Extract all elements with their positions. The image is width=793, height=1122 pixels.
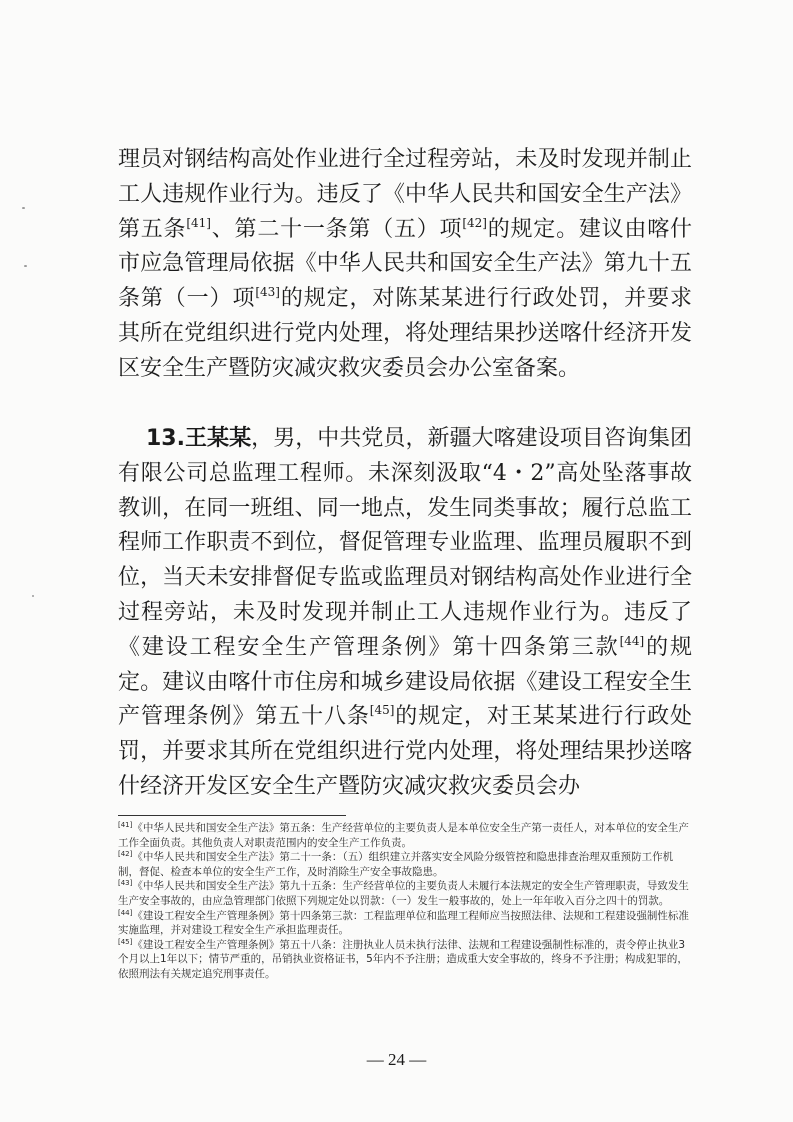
page-number: — 24 — [366,1050,427,1069]
footnotes-section [118,821,692,982]
scan-speck [32,595,34,597]
footnote-44 [118,909,692,938]
footnote-separator [118,815,346,816]
body-paragraph-1 [118,143,692,387]
paragraph-text: 、第二十一条第（五）项 [210,216,463,242]
paragraph-text: ，男，中共党员，新疆大喀建设项目咨询集团有限公司总监理工程师。未深刻汲取“4・2”高处坠落事故教训，在同一班组、同一地点，发生同类事故；履行总监工程师工作职责不到位，督促管理专业监理、监理员履职不到位，当天未安排督促专监或监理员对钢结构高处作业进行全过程旁站，未及时发现并制止工人违规作业行为。违反了《建设工程安全生产管理条例》第十四条第三款 [118,426,692,660]
footnote-ref-45[interactable]: [45] [369,703,395,718]
scan-speck [24,265,27,267]
footnote-text: 《中华人民共和国安全生产法》第五条：生产经营单位的主要负责人是本单位安全生产第一责任人，对本单位的安全生产工作全面负责。其他负责人对职责范围内的安全生产工作负责。 [118,822,689,849]
footnote-ref-41[interactable]: [41] [186,215,211,230]
footnote-ref-43[interactable]: [43] [255,285,280,300]
footnote-41 [118,821,692,850]
scan-speck [22,207,25,209]
person-name: 13.王某某 [146,426,252,451]
footnote-text: 《中华人民共和国安全生产法》第二十一条：（五）组织建立并落实安全风险分级管控和隐患排查治理双重预防工作机制，督促、检查本单位的安全生产工作，及时消除生产安全事故隐患。 [118,851,674,878]
footnote-number: [41] [118,821,133,829]
body-paragraph-2 [118,422,692,805]
paragraph-text: 的规定。建议由喀什市住房和城乡建设局依据《建设工程安全生产管理条例》第五十八条 [118,634,692,730]
footnote-43 [118,879,692,908]
footnote-number: [45] [118,937,133,946]
paragraph-text: 的规定，对王某某进行行政处罚，并要求其所在党组织进行党内处理，将处理结果抄送喀什经济开发区安全生产暨防灾减灾救灾委员会办 [118,704,692,799]
footnote-text: 《建设工程安全生产管理条例》第五十八条：注册执业人员未执行法律、法规和工程建设强制性标准的，责令停止执业3个月以上1年以下；情节严重的，吊销执业资格证书，5年内不予注册；造成重大安全事故的，终身不予注册；构成犯罪的，依照刑法有关规定追究刑事责任。 [118,938,688,980]
footnote-number: [42] [118,850,133,859]
paragraph-text: 的规定。建议由喀什市应急管理局依据《中华人民共和国安全生产法》第九十五条第（一）项 [118,216,692,312]
paragraph-text: 理员对钢结构高处作业进行全过程旁站，未及时发现并制止工人违规作业行为。违反了《中华人民共和国安全生产法》第五条 [118,147,692,242]
footnote-ref-44[interactable]: [44] [619,633,645,648]
footnote-45 [118,938,692,982]
footnote-42 [118,850,692,879]
footnote-text: 《建设工程安全生产管理条例》第十四条第三款：工程监理单位和监理工程师应当按照法律、法规和工程建设强制性标准实施监理，并对建设工程安全生产承担监理责任。 [118,909,689,937]
footnote-number: [43] [118,879,133,888]
footnote-text: 《中华人民共和国安全生产法》第九十五条：生产经营单位的主要负责人未履行本法规定的安全生产管理职责，导致发生生产安全事故的，由应急管理部门依照下列规定处以罚款：（一）发生一般事故的，处上一年年收入百分之四十的罚款。 [118,880,689,907]
paragraph-text: 的规定，对陈某某进行行政处罚，并要求其所在党组织进行党内处理，将处理结果抄送喀什经济开发区安全生产暨防灾减灾救灾委员会办公室备案。 [118,286,692,381]
footnote-ref-42[interactable]: [42] [462,215,487,230]
footnote-number: [44] [118,908,133,917]
